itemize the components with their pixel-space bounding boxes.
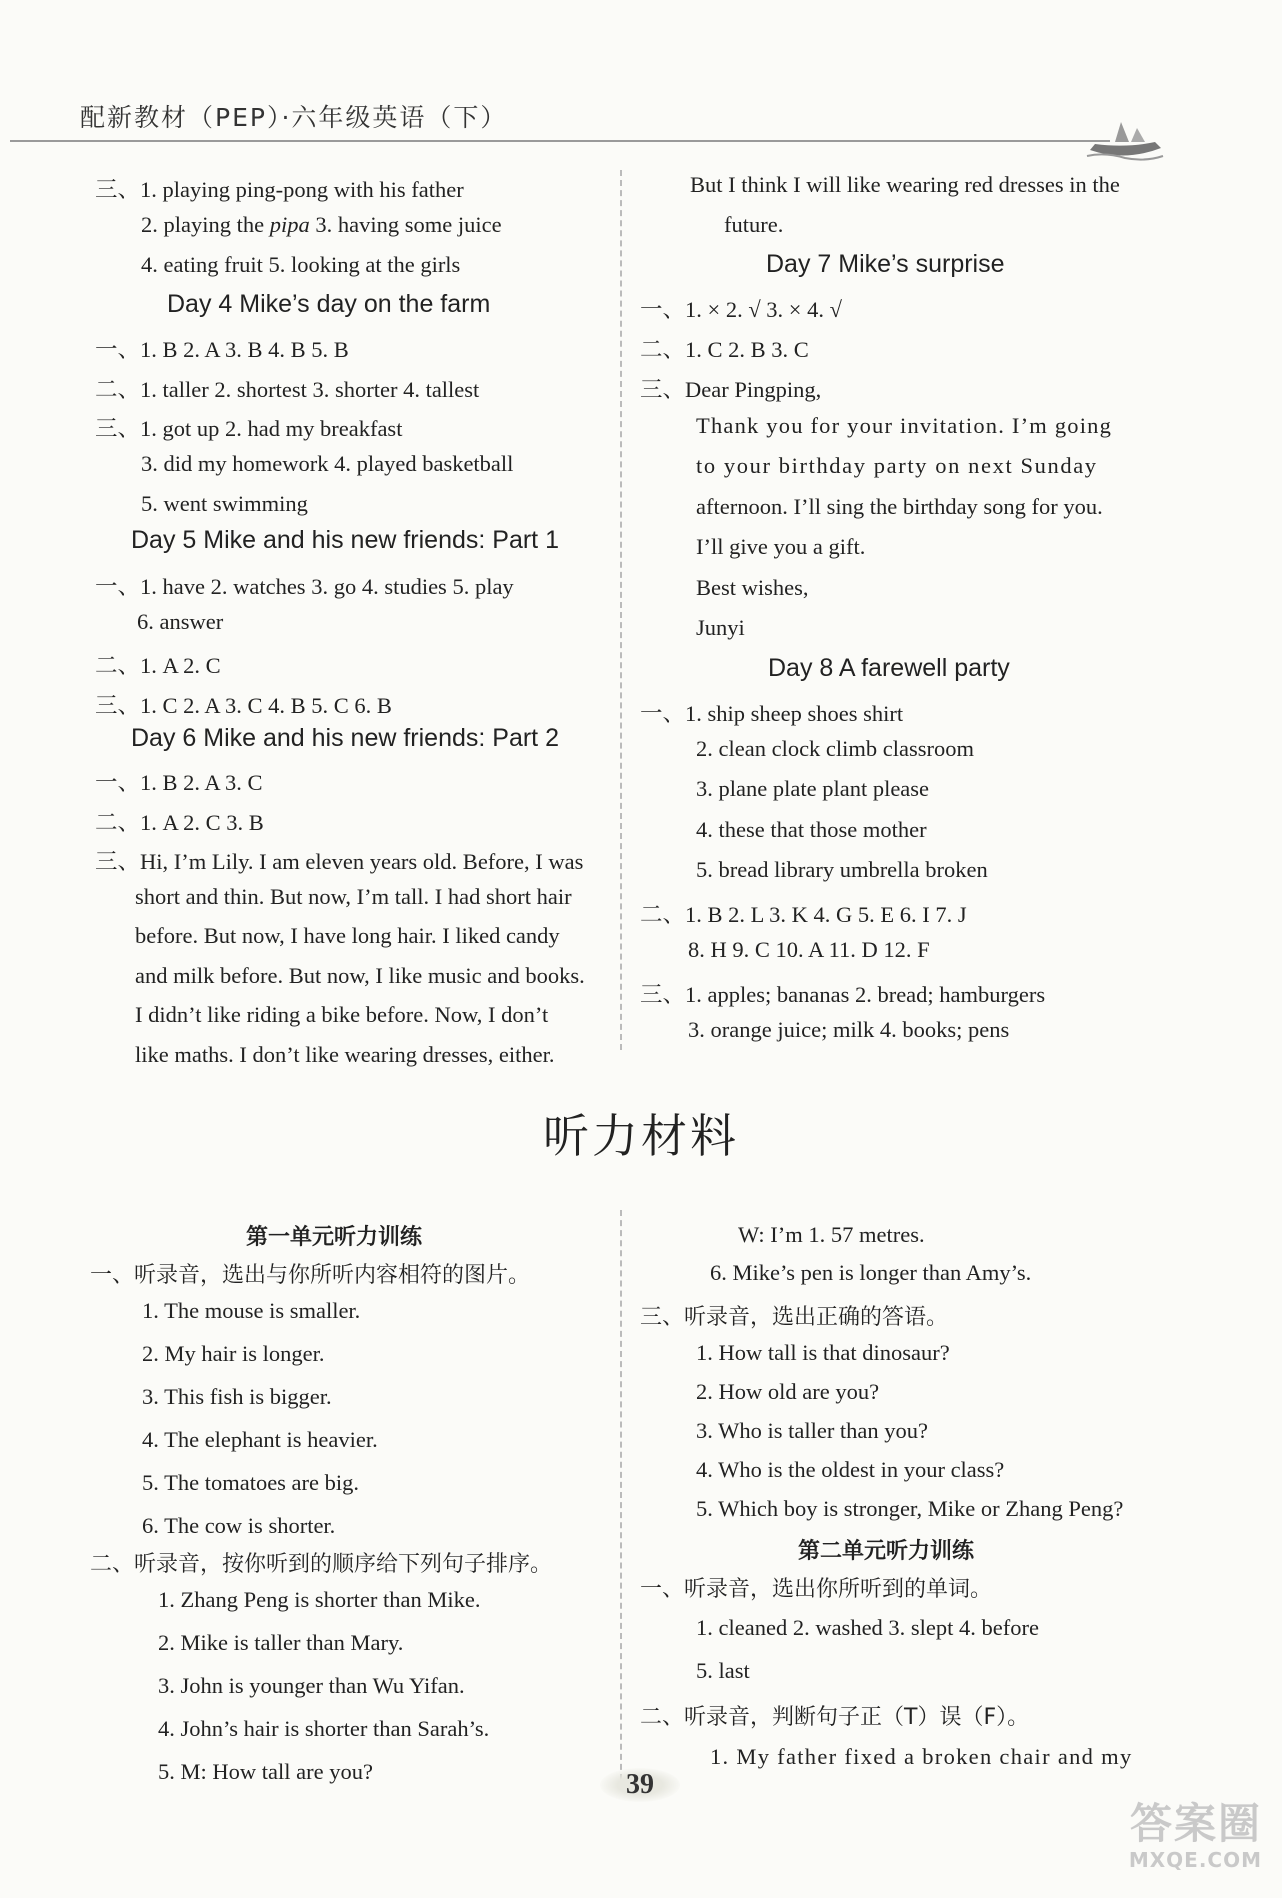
script-line: 2. My hair is longer.: [142, 1341, 325, 1366]
question-heading: 二、听录音，判断句子正（T）误（F）。: [640, 1705, 1030, 1730]
script-line: 5. The tomatoes are big.: [142, 1470, 360, 1495]
unit-1-heading: 第一单元听力训练: [246, 1225, 423, 1250]
answer-line: future.: [724, 212, 784, 237]
paragraph-line: 三、Hi, I’m Lily. I am eleven years old. Before, I was: [95, 849, 584, 874]
answer-line: 二、1. taller 2. shortest 3. shorter 4. tallest: [95, 377, 480, 402]
answer-line: 5. went swimming: [141, 491, 308, 516]
watermark-logo: 答案圈: [1129, 1799, 1262, 1848]
paragraph-line: I didn’t like riding a bike before. Now, I don’t: [135, 1002, 549, 1027]
letter-line: afternoon. I’ll sing the birthday song for you.: [696, 494, 1103, 519]
day-4-heading: Day 4 Mike’s day on the farm: [167, 290, 491, 318]
answer-line: 3. plane plate plant please: [696, 776, 930, 801]
answer-line: 三、1. apples; bananas 2. bread; hamburgers: [640, 982, 1046, 1007]
unit-2-heading: 第二单元听力训练: [798, 1539, 975, 1564]
answer-line: 5. bread library umbrella broken: [696, 857, 988, 882]
question-heading: 二、听录音，按你听到的顺序给下列句子排序。: [90, 1552, 553, 1577]
script-line: 4. The elephant is heavier.: [142, 1427, 378, 1452]
script-line: 5. last: [696, 1658, 750, 1683]
letter-line: I’ll give you a gift.: [696, 534, 866, 559]
script-line: 4. Who is the oldest in your class?: [696, 1457, 1005, 1482]
question-heading: 一、听录音，选出你所听到的单词。: [640, 1577, 993, 1602]
letter-line: to your birthday party on next Sunday: [696, 453, 1098, 478]
watermark-url: MXQE.COM: [1128, 1848, 1262, 1872]
paragraph-line: and milk before. But now, I like music and books.: [135, 963, 585, 988]
question-heading: 三、听录音，选出正确的答语。: [640, 1305, 949, 1330]
answer-line: 8. H 9. C 10. A 11. D 12. F: [688, 937, 930, 962]
answer-line: 2. playing the pipa 3. having some juice: [141, 212, 502, 237]
script-line: 1. cleaned 2. washed 3. slept 4. before: [696, 1615, 1040, 1640]
letter-line: Best wishes,: [696, 575, 809, 600]
letter-line: Thank you for your invitation. I’m going: [696, 413, 1113, 438]
day-5-heading: Day 5 Mike and his new friends: Part 1: [131, 526, 559, 554]
answer-line: 二、1. C 2. B 3. C: [640, 337, 809, 362]
section-title: 听力材料: [543, 1109, 739, 1163]
column-divider: [620, 170, 622, 1050]
script-line: 3. Who is taller than you?: [696, 1418, 929, 1443]
script-line: 5. M: How tall are you?: [158, 1759, 373, 1784]
answer-line: 3. orange juice; milk 4. books; pens: [688, 1017, 1010, 1042]
answer-line: 4. these that those mother: [696, 817, 927, 842]
answer-line: 2. clean clock climb classroom: [696, 736, 975, 761]
answer-line: 三、1. got up 2. had my breakfast: [95, 416, 403, 441]
answer-line: 一、1. have 2. watches 3. go 4. studies 5. play: [95, 574, 514, 599]
script-line: 3. This fish is bigger.: [142, 1384, 332, 1409]
answer-line: 二、1. A 2. C 3. B: [95, 810, 264, 835]
script-line: 2. How old are you?: [696, 1379, 880, 1404]
answer-line: 三、1. C 2. A 3. C 4. B 5. C 6. B: [95, 693, 392, 718]
answer-line: 一、1. ship sheep shoes shirt: [640, 701, 904, 726]
script-line: 4. John’s hair is shorter than Sarah’s.: [158, 1716, 490, 1741]
paragraph-line: before. But now, I have long hair. I liked candy: [135, 923, 560, 948]
day-7-heading: Day 7 Mike’s surprise: [766, 250, 1005, 278]
script-line: 6. Mike’s pen is longer than Amy’s.: [710, 1260, 1032, 1285]
script-line: 1. Zhang Peng is shorter than Mike.: [158, 1587, 481, 1612]
day-8-heading: Day 8 A farewell party: [768, 654, 1010, 682]
answer-line: 一、1. B 2. A 3. B 4. B 5. B: [95, 337, 349, 362]
day-6-heading: Day 6 Mike and his new friends: Part 2: [131, 724, 559, 752]
script-line: 1. My father fixed a broken chair and my: [710, 1744, 1133, 1769]
header-rule: [10, 140, 1110, 142]
script-line: 6. The cow is shorter.: [142, 1513, 336, 1538]
answer-line: 三、1. playing ping-pong with his father: [95, 177, 464, 202]
ship-ornament-icon: [1085, 118, 1165, 163]
script-line: 5. Which boy is stronger, Mike or Zhang Peng?: [696, 1496, 1124, 1521]
paragraph-line: like maths. I don’t like wearing dresses, either.: [135, 1042, 555, 1067]
letter-line: Junyi: [696, 615, 745, 640]
page-number: 39: [600, 1768, 680, 1802]
answer-line: 二、1. A 2. C: [95, 653, 221, 678]
answer-line: 一、1. × 2. √ 3. × 4. √: [640, 297, 842, 322]
question-heading: 一、听录音，选出与你所听内容相符的图片。: [90, 1263, 531, 1288]
answer-line: 二、1. B 2. L 3. K 4. G 5. E 6. I 7. J: [640, 902, 967, 927]
running-header: 配新教材（PEP）·六年级英语（下）: [80, 103, 508, 132]
paragraph-line: short and thin. But now, I’m tall. I had short hair: [135, 884, 572, 909]
script-line: W: I’m 1. 57 metres.: [738, 1222, 925, 1247]
script-line: 2. Mike is taller than Mary.: [158, 1630, 404, 1655]
script-line: 1. The mouse is smaller.: [142, 1298, 361, 1323]
script-line: 3. John is younger than Wu Yifan.: [158, 1673, 465, 1698]
answer-line: But I think I will like wearing red dresses in the: [690, 172, 1120, 197]
answer-line: 3. did my homework 4. played basketball: [141, 451, 514, 476]
answer-line: 6. answer: [137, 609, 224, 634]
answer-line: 4. eating fruit 5. looking at the girls: [141, 252, 461, 277]
column-divider: [620, 1210, 622, 1780]
answer-line: 一、1. B 2. A 3. C: [95, 770, 263, 795]
answer-line: 三、Dear Pingping,: [640, 377, 822, 402]
watermark: [1062, 1800, 1262, 1880]
script-line: 1. How tall is that dinosaur?: [696, 1340, 950, 1365]
